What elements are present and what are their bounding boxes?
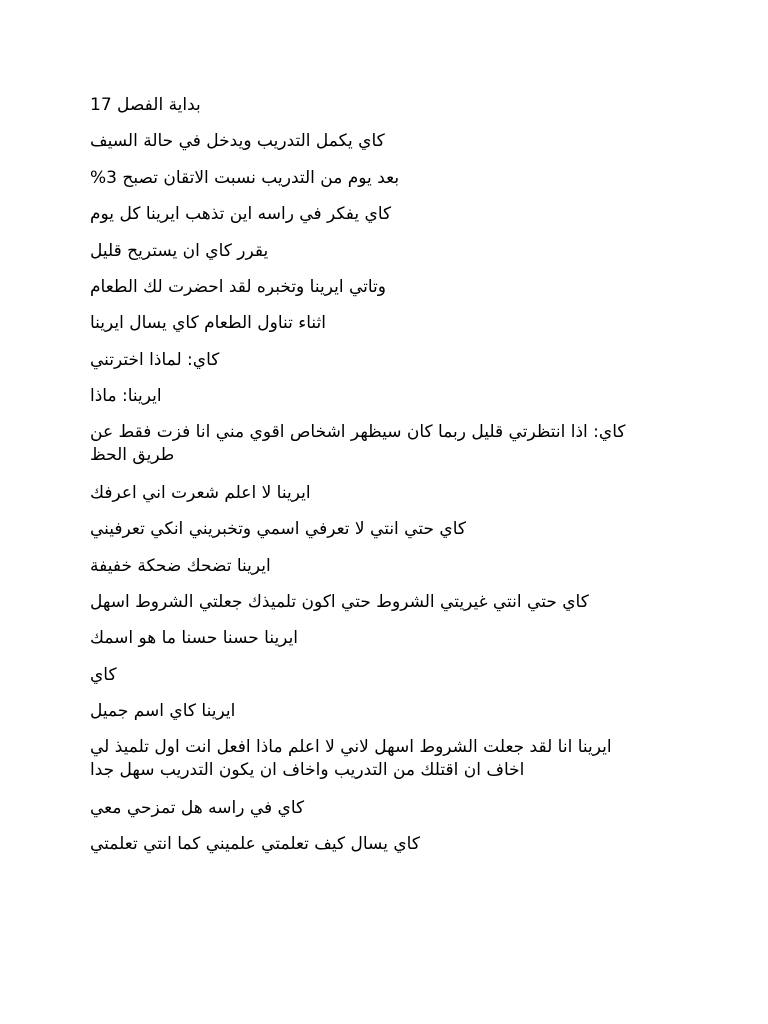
paragraph: وتاتي ايرينا وتخبره لقد احضرت لك الطعام <box>90 277 386 297</box>
paragraph: ايرينا انا لقد جعلت الشروط اسهل لاني لا اعلم ماذا افعل انت اول تلميذ لي اخاف ان اقتلك من التدريب واخاف ان يكون التدريب سهل جدا <box>90 737 612 780</box>
paragraph: اثناء تناول الطعام كاي يسال ايرينا <box>90 313 327 333</box>
paragraph: كاي يفكر في راسه اين تذهب ايرينا كل يوم <box>90 204 392 224</box>
paragraph: ايرينا كاي اسم جميل <box>90 701 236 721</box>
paragraph: كاي في راسه هل تمزحي معي <box>90 798 305 818</box>
paragraph: ايرينا تضحك ضحكة خفيفة <box>90 556 271 576</box>
paragraph: بعد يوم من التدريب نسبت الاتقان تصبح 3% <box>90 168 400 188</box>
paragraph: ايرينا: ماذا <box>90 386 162 406</box>
paragraph: ايرينا لا اعلم شعرت اني اعرفك <box>90 483 311 503</box>
paragraph: ايرينا حسنا حسنا ما هو اسمك <box>90 628 299 648</box>
paragraph: كاي يكمل التدريب ويدخل في حالة السيف <box>90 131 385 151</box>
paragraph: كاي حتي انتي غيريتي الشروط حتي اكون تلميذك جعلتي الشروط اسهل <box>90 592 589 612</box>
paragraph: كاي حتي انتي لا تعرفي اسمي وتخبريني انكي تعرفيني <box>90 519 466 539</box>
paragraph: كاي <box>90 665 117 685</box>
chapter-heading: بداية الفصل 17 <box>90 95 201 115</box>
paragraph: كاي يسال كيف تعلمتي علميني كما انتي تعلمتي <box>90 834 420 854</box>
document-page <box>90 0 676 1024</box>
paragraph: يقرر كاي ان يستريح قليل <box>90 241 269 261</box>
paragraph: كاي: لماذا اخترتني <box>90 350 220 370</box>
paragraph: كاي: اذا انتظرتي قليل ربما كان سيظهر اشخاص اقوي مني انا فزت فقط عن طريق الحظ <box>90 422 626 465</box>
